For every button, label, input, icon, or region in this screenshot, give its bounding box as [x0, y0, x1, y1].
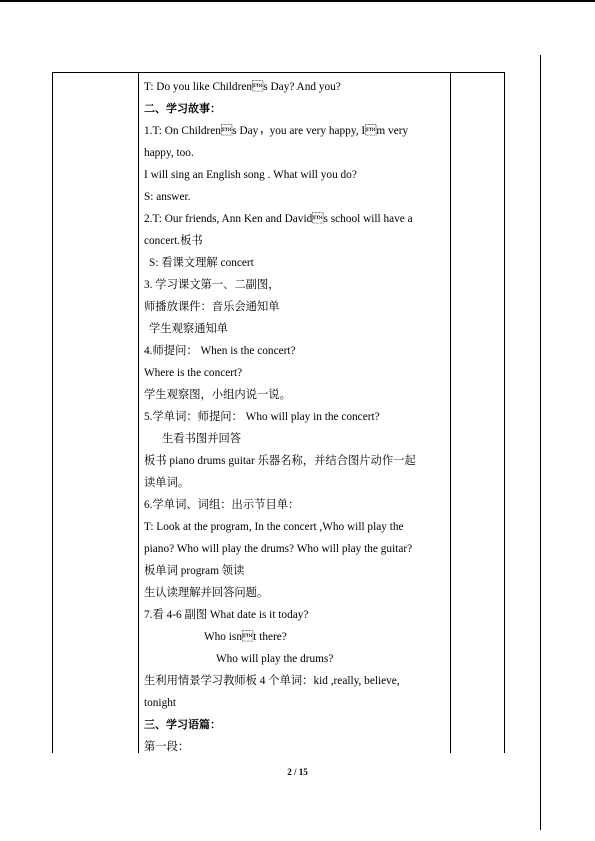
section-heading: 二、学习故事：: [144, 102, 221, 115]
text-line: 学生观察图，小组内说一说。: [144, 389, 291, 401]
text-line: T: Look at the program, In the concert ,Who will play the: [144, 521, 404, 533]
top-rule: [0, 0, 595, 2]
text-line: 2.T: Our friends, Ann Ken and Davids school will have a: [144, 213, 413, 225]
text-line: I will sing an English song . What will you do?: [144, 169, 357, 181]
text-line: T: Do you like Childrens Day? And you?: [144, 81, 341, 93]
text-line: 生看书图并回答: [162, 433, 242, 445]
text-line: 生利用情景学习教师板 4 个单词：kid ,really, believe,: [144, 675, 400, 687]
text-line: 师播放课件：音乐会通知单: [144, 301, 280, 313]
text-line: 板单词 program 领读: [144, 565, 245, 577]
text-line: S: answer.: [144, 191, 191, 203]
text-line: 板书 piano drums guitar 乐器名称，并结合图片动作一起: [144, 455, 416, 467]
table-column-divider: [450, 72, 451, 753]
text-line: S: 看课文理解 concert: [149, 257, 254, 269]
text-line: Where is the concert?: [144, 367, 243, 379]
table-column-divider: [504, 72, 505, 753]
text-line: 7.看 4-6 副图 What date is it today?: [144, 609, 309, 621]
table-column-divider: [138, 72, 139, 753]
section-heading: 三、学习语篇：: [144, 718, 221, 731]
text-line: tonight: [144, 697, 177, 709]
text-line: 3. 学习课文第一、二副图，: [144, 279, 280, 291]
page-number: 2 / 15: [287, 767, 308, 777]
text-line: 第一段：: [144, 741, 190, 753]
lesson-content-cell: [144, 76, 444, 758]
text-line: Who isnt there?: [204, 631, 287, 643]
text-line: 5.学单词：师提问： Who will play in the concert?: [144, 411, 380, 423]
text-line: happy, too.: [144, 147, 194, 159]
text-line: 学生观察通知单: [149, 323, 229, 335]
text-line: 生认读理解并回答问题。: [144, 587, 269, 599]
text-line: 6.学单词、词组：出示节目单：: [144, 499, 300, 511]
text-line: 读单词。: [144, 477, 190, 489]
text-line: concert.板书: [144, 235, 203, 247]
text-line: 4.师提问： When is the concert?: [144, 345, 296, 357]
side-margin-rule: [540, 55, 541, 830]
text-line: 1.T: On Childrens Day，you are very happy, Im very: [144, 125, 409, 137]
text-line: Who will play the drums?: [216, 653, 334, 665]
text-line: piano? Who will play the drums? Who will play the guitar?: [144, 543, 413, 555]
